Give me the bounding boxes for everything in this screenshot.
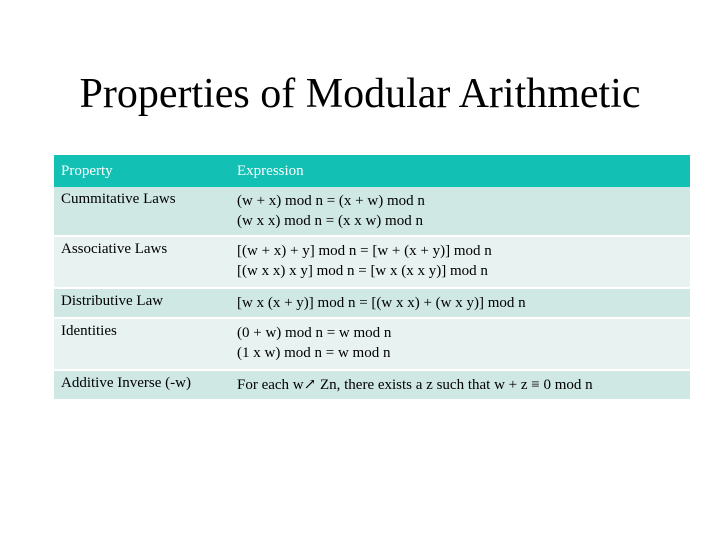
property-cell: Distributive Law [54,288,230,318]
expression-cell [230,318,690,370]
expression-line: (1 x w) mod n = w mod n [237,345,391,361]
expression-line: (w + x) mod n = (x + w) mod n [237,193,425,209]
expression-line: (w x x) mod n = (x x w) mod n [237,213,423,229]
table-row [54,187,690,236]
expression-cell [230,236,690,288]
table-row [54,370,690,399]
expression-line: (0 + w) mod n = w mod n [237,325,392,341]
expression-line: [(w + x) + y] mod n = [w + (x + y)] mod n [237,243,492,259]
expression-cell [230,370,690,399]
table-header-row [54,155,690,187]
expression-cell [230,288,690,318]
table-row [54,236,690,288]
expression-line: [(w x x) x y] mod n = [w x (x x y)] mod n [237,263,488,279]
expression-line: [w x (x + y)] mod n = [(w x x) + (w x y)] mod n [237,295,526,311]
expression-cell [230,187,690,236]
property-cell: Additive Inverse (-w) [54,370,230,399]
properties-table [54,155,690,399]
property-cell: Identities [54,318,230,370]
property-cell: Cummitative Laws [54,187,230,236]
table-row [54,288,690,318]
expression-line: For each w↗ Zn, there exists a z such that w + z ≡ 0 mod n [237,377,593,393]
header-property: Property [54,155,230,187]
slide-title: Properties of Modular Arithmetic [79,71,641,117]
header-expression: Expression [230,155,690,187]
property-cell: Associative Laws [54,236,230,288]
table-row [54,318,690,370]
